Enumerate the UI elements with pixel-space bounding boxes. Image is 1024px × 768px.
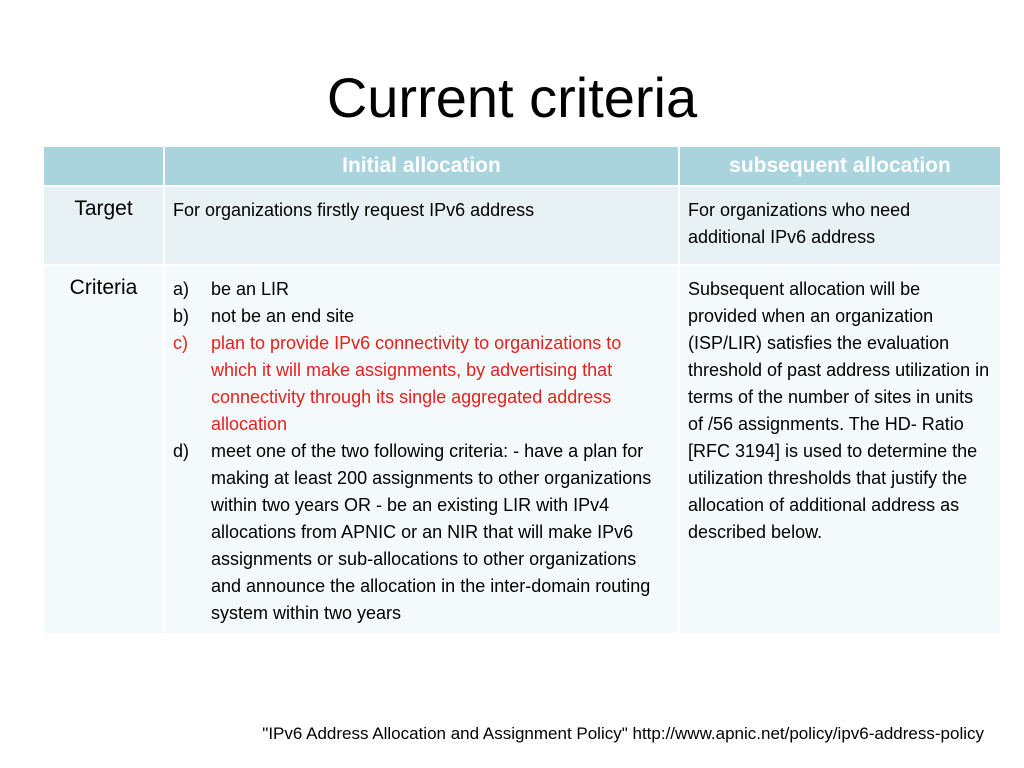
slide-title: Current criteria — [326, 66, 698, 129]
criteria-list — [173, 276, 670, 627]
list-item-text: be an LIR — [211, 279, 290, 299]
row-label-target: Target — [43, 186, 164, 265]
criteria-table — [42, 145, 1002, 635]
criteria-item-a — [173, 276, 670, 303]
source-footnote: "IPv6 Address Allocation and Assignment Policy" http://www.apnic.net/policy/ipv6-address-policy — [262, 724, 984, 743]
criteria-item-c — [173, 330, 670, 438]
list-item-text: meet one of the two following criteria: - have a plan for making at least 200 assignments to other organizations within two years OR - be an existing LIR with IPv4 allocations from APNIC or an NIR that will make IPv6 assignments or sub-allocations to other organizations and announce the allocation in the inter-domain routing system within two years — [211, 441, 652, 623]
row-label-criteria: Criteria — [43, 265, 164, 634]
table-header-row — [43, 146, 1001, 186]
list-marker: a) — [173, 279, 190, 299]
criteria-item-b — [173, 303, 670, 330]
header-subsequent-allocation: subsequent allocation — [679, 146, 1001, 186]
list-item-text: plan to provide IPv6 connectivity to organizations to which it will make assignments, by advertising that connectivity through its single aggregated address allocation — [211, 333, 622, 434]
header-initial-allocation: Initial allocation — [164, 146, 679, 186]
list-marker: d) — [173, 441, 190, 461]
list-marker: c) — [173, 333, 188, 353]
list-item-text: not be an end site — [211, 306, 355, 326]
table-row-target — [43, 186, 1001, 265]
table-row-criteria — [43, 265, 1001, 634]
criteria-subsequent-cell: Subsequent allocation will be provided when an organization (ISP/LIR) satisfies the evaluation threshold of past address utilization in terms of the number of sites in units of /56 assignments. The HD- Ratio [RFC 3194] is used to determine the utilization thresholds that justify the allocation of additional address as described below. — [679, 265, 1001, 634]
list-marker: b) — [173, 306, 190, 326]
target-initial-cell: For organizations firstly request IPv6 address — [164, 186, 679, 265]
header-corner-cell — [43, 146, 164, 186]
criteria-initial-cell — [164, 265, 679, 634]
target-subsequent-cell: For organizations who need additional IPv6 address — [679, 186, 1001, 265]
criteria-item-d — [173, 438, 670, 627]
